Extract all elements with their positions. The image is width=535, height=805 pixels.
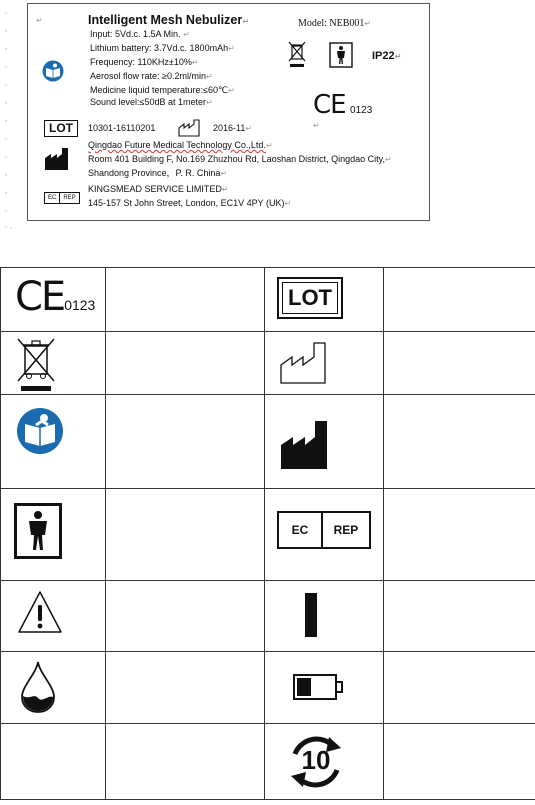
- table-cell: [265, 489, 384, 581]
- table-cell: [106, 489, 265, 581]
- representative-name: KINGSMEAD SERVICE LIMITED↵: [88, 184, 229, 194]
- symbols-table: [0, 267, 535, 800]
- table-cell: [384, 652, 535, 724]
- table-row: [1, 332, 535, 395]
- table-cell: [1, 395, 106, 489]
- battery-icon: [293, 674, 345, 700]
- manufacturer-name: Qingdao Future Medical Technology Co.,Ltd.↵: [88, 140, 273, 150]
- ec-rep-symbol-large: EC REP: [277, 511, 371, 549]
- paragraph-mark: ↵: [36, 16, 43, 25]
- table-cell: [384, 581, 535, 652]
- table-cell: [384, 332, 535, 395]
- droplet-icon: [18, 660, 58, 714]
- weee-bin-icon-large: [15, 336, 57, 392]
- manufacturer-province: Shandong Province，P. R. China↵: [88, 168, 228, 178]
- table-cell: [106, 724, 265, 800]
- ce-mark: CE 0123: [313, 90, 373, 120]
- type-bf-applied-part-icon: [329, 42, 353, 68]
- spec-temperature: Medicine liquid temperature:≤60℃↵: [90, 85, 235, 95]
- table-cell: [384, 724, 535, 800]
- read-instructions-icon: [42, 60, 64, 82]
- manufacturer-icon: [44, 147, 70, 171]
- table-cell: [1, 332, 106, 395]
- table-cell: [106, 652, 265, 724]
- table-cell: [1, 724, 106, 800]
- recycling-period-number: 10: [301, 745, 331, 775]
- spec-input: Input: 5Vd.c. 1.5A Min. ↵: [90, 29, 190, 39]
- recycling-period-icon: [285, 732, 347, 792]
- table-row: [1, 724, 535, 800]
- spec-frequency: Frequency: 110KHz±10%↵: [90, 57, 199, 67]
- class-ii-bar-icon: [305, 593, 317, 637]
- table-cell: [106, 268, 265, 332]
- weee-bin-icon: [287, 40, 307, 68]
- table-row: [1, 489, 535, 581]
- label-title: Intelligent Mesh Nebulizer↵: [88, 13, 249, 27]
- table-cell: [106, 332, 265, 395]
- table-cell: [106, 395, 265, 489]
- table-cell: [265, 724, 384, 800]
- spec-flow-rate: Aerosol flow rate: ≥0.2ml/min↵: [90, 71, 213, 81]
- table-row: [1, 268, 535, 332]
- table-cell: [265, 395, 384, 489]
- model-number: Model: NEB001↵: [298, 18, 372, 29]
- table-cell: [265, 581, 384, 652]
- ec-rep-symbol: EC REP: [44, 192, 80, 204]
- table-cell: [1, 652, 106, 724]
- table-row: [1, 581, 535, 652]
- manufacture-date-icon: [178, 119, 204, 137]
- lot-symbol: LOT: [44, 120, 78, 137]
- read-instructions-icon-large: [16, 407, 64, 455]
- table-cell: [384, 489, 535, 581]
- lot-number: 10301-16110201: [88, 123, 156, 133]
- table-cell: [265, 332, 384, 395]
- table-cell: [265, 268, 384, 332]
- table-cell: [384, 395, 535, 489]
- margin-paragraph-marks: , , , , , , , , , , , , ,: [5, 6, 8, 229]
- lot-symbol-large: LOT: [277, 277, 343, 319]
- table-cell: [265, 652, 384, 724]
- table-cell: [1, 268, 106, 332]
- spec-sound-level: Sound level:≤50dB at 1meter↵: [90, 97, 213, 107]
- manufacturer-address: Room 401 Building F, No.169 Zhuzhou Rd, Laoshan District, Qingdao City,↵: [88, 154, 392, 164]
- table-row: [1, 652, 535, 724]
- caution-warning-icon: [16, 589, 64, 635]
- product-label: ↵ Intelligent Mesh Nebulizer↵ Model: NEB001↵ Input: 5Vd.c. 1.5A Min. ↵ Lithium battery: 3.7Vd.c. 1800mAh↵ Frequency: 110KHz±10%↵ Aerosol flow rate: ≥0.2ml/min↵ Medicine liquid temperature:≤60℃↵ Sound level:≤50dB at 1meter↵ IP22↵ CE 0123 ↵ LOT 10301-16110201 2016-11↵ Qingdao Future Medical Technology Co.,Ltd.↵ Room 401 Building F, No.169 Zhuzhou Rd, Laoshan District, Qingdao City,↵ Shandong Province，P. R. China↵ EC REP KINGSMEAD SERVICE LIMITED↵ 145-157 St John Street, London, EC1V 4PY (UK)↵: [27, 3, 430, 221]
- table-cell: [106, 581, 265, 652]
- manufacture-date-icon-large: [279, 341, 337, 385]
- manufacturer-icon-large: [279, 419, 337, 471]
- representative-address: 145-157 St John Street, London, EC1V 4PY (UK)↵: [88, 198, 292, 208]
- table-row: [1, 395, 535, 489]
- type-bf-applied-part-icon-large: [14, 503, 62, 559]
- ce-mark-large: CE0123: [15, 274, 96, 320]
- ip-rating: IP22↵: [372, 50, 402, 62]
- table-cell: [1, 489, 106, 581]
- spec-battery: Lithium battery: 3.7Vd.c. 1800mAh↵: [90, 43, 235, 53]
- table-cell: [384, 268, 535, 332]
- table-cell: [1, 581, 106, 652]
- manufacture-date: 2016-11↵: [213, 123, 253, 133]
